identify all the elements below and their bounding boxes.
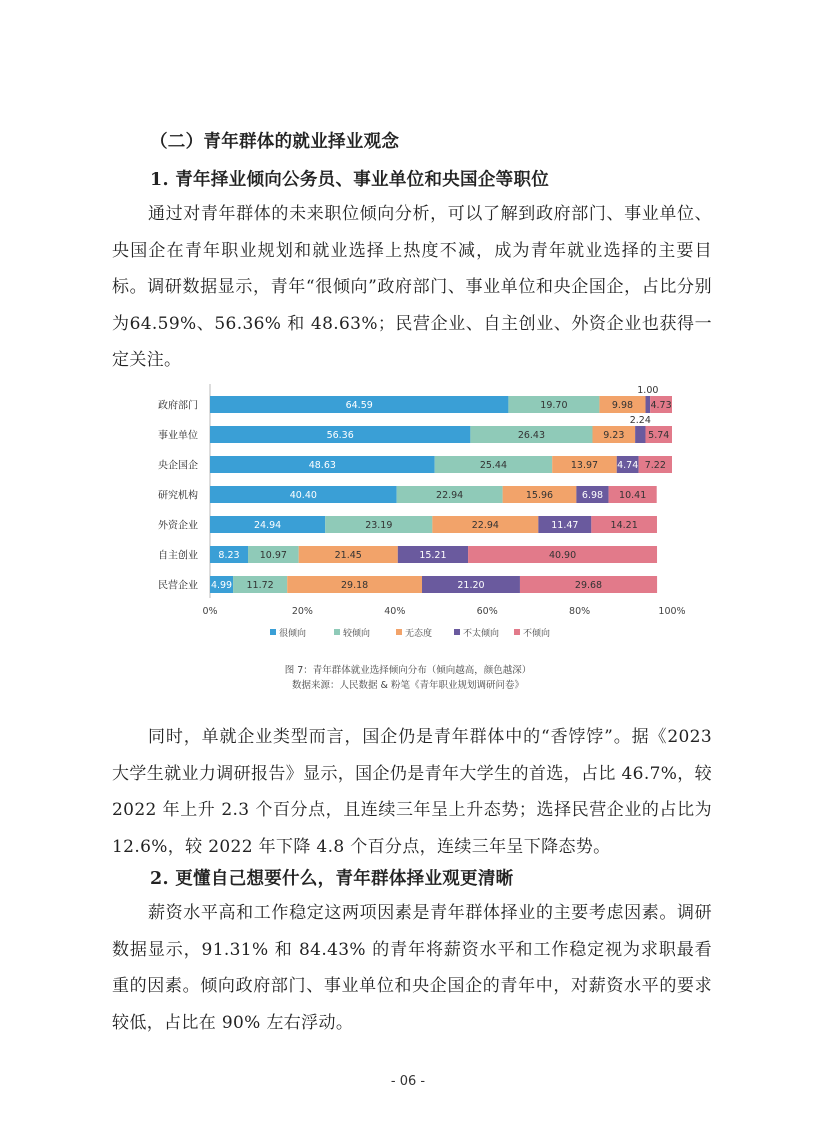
bar-segment-3-1 xyxy=(635,426,645,443)
data-label: 4.74 xyxy=(617,460,639,471)
data-label: 7.22 xyxy=(644,460,666,471)
legend-label: 不倾向 xyxy=(523,629,551,639)
data-label: 24.94 xyxy=(254,520,282,531)
subsection-title-2: 2. 更懂自己想要什么，青年群体择业观更清晰 xyxy=(150,869,514,889)
data-label: 1.00 xyxy=(637,385,659,396)
data-label: 14.21 xyxy=(610,520,638,531)
legend-label: 较倾向 xyxy=(343,629,371,639)
data-label: 40.40 xyxy=(289,490,317,501)
data-label: 29.18 xyxy=(341,580,369,591)
paragraph-1: 通过对青年群体的未来职位倾向分析，可以了解到政府部门、事业单位、央国企在青年职业规划和就业选择上热度不减，成为青年就业选择的主要目标。调研数据显示，青年“很倾向”政府部门、事业单位和央企国企，占比分别为64.59%、56.36% 和 48.63%；民营企业、自主创业、外资企业也获得一定关注。 xyxy=(112,204,712,370)
legend-label: 很倾向 xyxy=(279,629,307,639)
data-label: 11.47 xyxy=(551,520,579,531)
figure-source: 数据来源：人民数据 & 粉笔《青年职业规划调研问卷》 xyxy=(292,680,524,691)
data-label: 21.20 xyxy=(457,580,485,591)
paragraph-3: 薪资水平高和工作稳定这两项因素是青年群体择业的主要考虑因素。调研数据显示，91.31% 和 84.43% 的青年将薪资水平和工作稳定视为求职最看重的因素。倾向政府部门、事业单位和央企国企的青年中，对薪资水平的要求较低，占比在 90% 左右浮动。 xyxy=(112,903,712,1033)
category-label: 研究机构 xyxy=(158,490,198,502)
data-label: 22.94 xyxy=(436,490,464,501)
bar-segment-3-0 xyxy=(646,396,651,413)
data-label: 48.63 xyxy=(308,460,336,471)
data-label: 6.98 xyxy=(581,490,604,501)
chart-svg xyxy=(130,372,690,672)
data-label: 29.68 xyxy=(574,580,603,591)
category-label: 外资企业 xyxy=(158,520,198,532)
data-label: 40.90 xyxy=(548,550,577,561)
legend-swatch xyxy=(334,629,340,635)
legend-swatch xyxy=(270,629,276,635)
data-label: 9.23 xyxy=(603,430,625,441)
data-label: 9.98 xyxy=(611,400,634,411)
data-label: 10.97 xyxy=(259,550,287,561)
data-label: 8.23 xyxy=(218,550,240,561)
data-label: 15.96 xyxy=(525,490,554,501)
data-label: 15.21 xyxy=(419,550,447,561)
data-label: 23.19 xyxy=(365,520,393,531)
x-tick-label: 60% xyxy=(476,606,498,617)
data-label: 10.41 xyxy=(619,490,647,501)
category-label: 政府部门 xyxy=(158,400,198,412)
legend-swatch xyxy=(396,629,402,635)
data-label: 26.43 xyxy=(517,430,546,441)
page-number: - 06 - xyxy=(390,1074,426,1089)
paragraph-2: 同时，单就企业类型而言，国企仍是青年群体中的“香饽饽”。据《2023大学生就业力调研报告》显示，国企仍是青年大学生的首选，占比 46.7%，较 2022 年上升 2.3 个百分点，且连续三年呈上升态势；选择民营企业的占比为 12.6%，较 2022 年下降 4.8 个百分点，连续三年呈下降态势。 xyxy=(112,727,712,857)
data-label: 4.73 xyxy=(650,400,672,411)
category-label: 事业单位 xyxy=(158,430,198,442)
data-label: 56.36 xyxy=(326,430,354,441)
data-label: 19.70 xyxy=(540,400,568,411)
x-tick-label: 0% xyxy=(202,606,218,617)
legend-label: 无态度 xyxy=(405,629,433,639)
x-tick-label: 20% xyxy=(291,606,313,617)
data-label: 21.45 xyxy=(334,550,362,561)
x-tick-label: 100% xyxy=(658,606,686,617)
data-label: 13.97 xyxy=(570,460,599,471)
x-tick-label: 80% xyxy=(569,606,591,617)
section-title: （二）青年群体的就业择业观念 xyxy=(150,132,400,152)
data-label: 25.44 xyxy=(479,460,508,471)
data-label: 11.72 xyxy=(246,580,274,591)
legend-swatch xyxy=(514,629,520,635)
data-label: 5.74 xyxy=(648,430,670,441)
data-label: 22.94 xyxy=(471,520,499,531)
figure-caption: 图 7：青年群体就业选择倾向分布（倾向越高，颜色越深） xyxy=(284,665,532,676)
legend-swatch xyxy=(454,629,460,635)
data-label: 4.99 xyxy=(210,580,233,591)
legend-label: 不太倾向 xyxy=(463,629,500,639)
category-label: 自主创业 xyxy=(158,550,198,562)
category-label: 央企国企 xyxy=(158,460,198,472)
subsection-title-1: 1. 青年择业倾向公务员、事业单位和央国企等职位 xyxy=(150,170,550,190)
stacked-bar-chart xyxy=(130,372,690,672)
data-label: 64.59 xyxy=(345,400,373,411)
x-tick-label: 40% xyxy=(384,606,406,617)
data-label: 2.24 xyxy=(629,415,651,426)
category-label: 民营企业 xyxy=(158,580,198,592)
